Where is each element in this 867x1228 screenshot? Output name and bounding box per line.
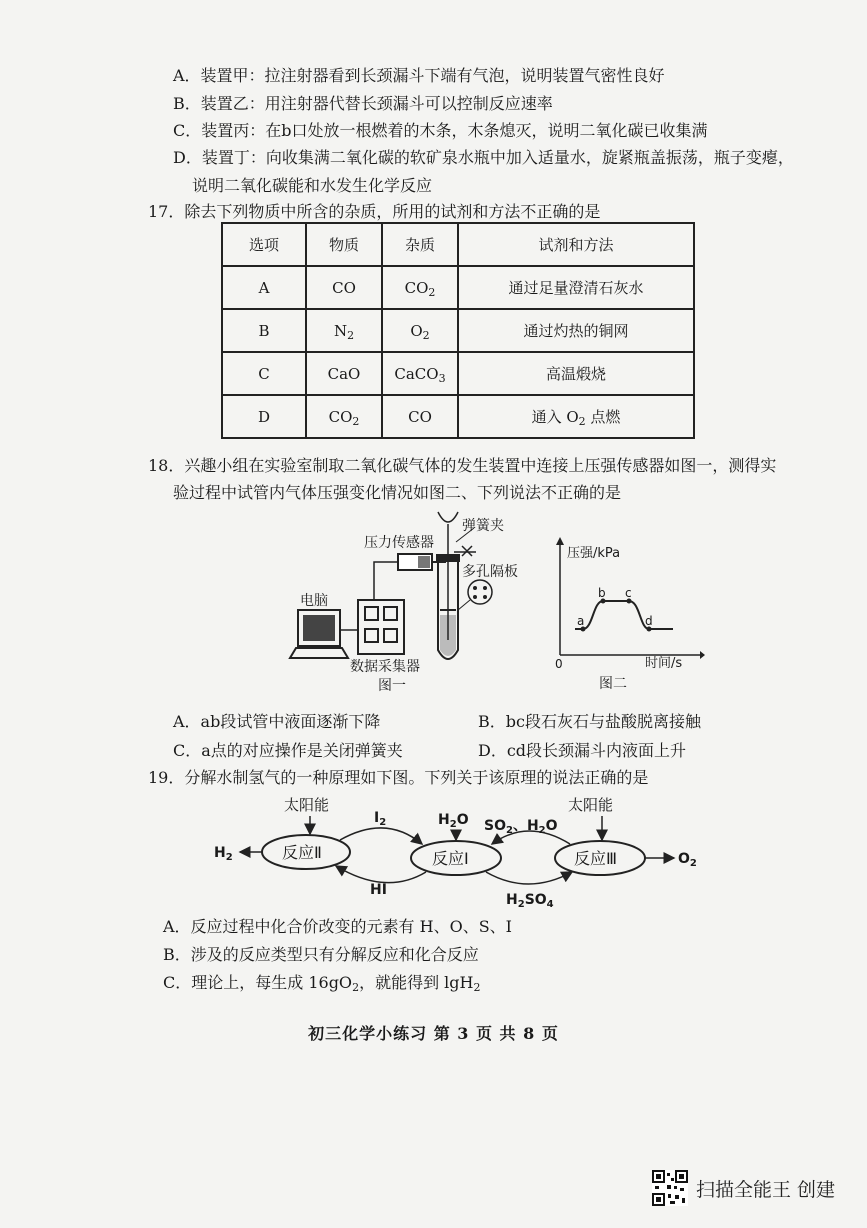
header-substance: 物质 bbox=[306, 223, 382, 266]
label-porous-plate: 多孔隔板 bbox=[462, 564, 518, 580]
cell-method: 通过灼热的铜网 bbox=[458, 309, 694, 352]
q19-stem: 19．分解水制氢气的一种原理如下图。下列关于该原理的说法正确的是 bbox=[148, 768, 649, 787]
origin-label: 0 bbox=[555, 657, 563, 671]
cell-substance: $CO_2$ bbox=[306, 395, 382, 438]
q18-stem-line1: 18．兴趣小组在实验室制取二氧化碳气体的发生装置中连接上压强传感器如图一，测得实 bbox=[148, 456, 777, 475]
cell-option: A bbox=[222, 266, 306, 309]
q19-option-b: B．涉及的反应类型只有分解反应和化合反应 bbox=[163, 945, 479, 964]
q18-figure1-apparatus bbox=[278, 510, 528, 695]
q18-option-b: B．bc段石灰石与盐酸脱离接触 bbox=[478, 712, 701, 731]
hi-label: HI bbox=[370, 882, 387, 898]
cell-option: C bbox=[222, 352, 306, 395]
cell-method: 通过足量澄清石灰水 bbox=[458, 266, 694, 309]
label-computer: 电脑 bbox=[300, 593, 328, 609]
figure2-caption: 图二 bbox=[599, 676, 627, 690]
point-a-label: a bbox=[577, 614, 585, 628]
table-row bbox=[222, 352, 694, 395]
cell-option: B bbox=[222, 309, 306, 352]
y-axis-label: 压强/kPa bbox=[567, 546, 621, 561]
cell-impurity: $CO_2$ bbox=[382, 266, 458, 309]
q16-option-d-line2: 说明二氧化碳能和水发生化学反应 bbox=[192, 176, 433, 195]
point-b-label: b bbox=[598, 586, 606, 600]
cell-method: 通入 $O_2$ 点燃 bbox=[458, 395, 694, 438]
cell-substance: $N_2$ bbox=[306, 309, 382, 352]
x-axis-label: 时间/s bbox=[645, 656, 683, 671]
q18-figure2-pressure-chart bbox=[545, 535, 705, 690]
solar-energy-right-label: 太阳能 bbox=[568, 796, 614, 814]
table-row bbox=[222, 309, 694, 352]
q19-option-c: C．理论上，每生成 $16gO_2$，就能得到 lgH$_2$ bbox=[163, 973, 481, 994]
table-row bbox=[222, 395, 694, 438]
q18-option-c: C．a点的对应操作是关闭弹簧夹 bbox=[173, 741, 403, 760]
reaction-1-label: 反应Ⅰ bbox=[432, 849, 469, 868]
header-option: 选项 bbox=[222, 223, 306, 266]
so2-h2o-label: $SO_2$、$H_2O$ bbox=[484, 818, 558, 836]
figure1-caption: 图一 bbox=[378, 678, 406, 694]
i2-label: $I_2$ bbox=[374, 810, 387, 828]
qr-code-icon bbox=[652, 1170, 688, 1206]
data-collector-icon bbox=[358, 600, 404, 654]
cell-substance: CO bbox=[306, 266, 382, 309]
reaction-2-label: 反应Ⅱ bbox=[282, 843, 322, 862]
h2so4-label: $H_2SO_4$ bbox=[506, 892, 554, 910]
point-d-label: d bbox=[645, 614, 653, 628]
q16-option-a: A．装置甲：拉注射器看到长颈漏斗下端有气泡，说明装置气密性良好 bbox=[173, 66, 665, 85]
cell-impurity: CO bbox=[382, 395, 458, 438]
page-footer: 初三化学小练习 第 3 页 共 8 页 bbox=[308, 1024, 559, 1043]
label-data-collector: 数据采集器 bbox=[350, 659, 420, 675]
porous-plate-icon bbox=[468, 580, 492, 604]
header-impurity: 杂质 bbox=[382, 223, 458, 266]
pressure-curve bbox=[575, 601, 673, 629]
h2o-input-label: $H_2O$ bbox=[438, 812, 469, 830]
header-method: 试剂和方法 bbox=[458, 223, 694, 266]
scanner-watermark bbox=[652, 1170, 835, 1206]
q16-option-b: B．装置乙：用注射器代替长颈漏斗可以控制反应速率 bbox=[173, 94, 553, 113]
pressure-sensor-icon bbox=[398, 554, 432, 570]
spring-clip-icon bbox=[462, 546, 472, 556]
q16-option-d-line1: D．装置丁：向收集满二氧化碳的软矿泉水瓶中加入适量水，旋紧瓶盖振荡，瓶子变瘪， bbox=[173, 148, 794, 167]
table-header-row bbox=[222, 223, 694, 266]
solar-energy-left-label: 太阳能 bbox=[284, 796, 330, 814]
cell-option: D bbox=[222, 395, 306, 438]
point-c-label: c bbox=[625, 586, 632, 600]
watermark-text: 扫描全能王 创建 bbox=[696, 1178, 836, 1201]
cell-method: 高温煅烧 bbox=[458, 352, 694, 395]
label-pressure-sensor: 压力传感器 bbox=[364, 535, 434, 551]
computer-icon bbox=[290, 610, 348, 658]
cell-substance: CaO bbox=[306, 352, 382, 395]
q18-option-d: D．cd段长颈漏斗内液面上升 bbox=[478, 741, 687, 760]
q17-stem: 17．除去下列物质中所含的杂质，所用的试剂和方法不正确的是 bbox=[148, 202, 601, 221]
label-spring-clip: 弹簧夹 bbox=[462, 518, 504, 534]
q18-option-a: A．ab段试管中液面逐渐下降 bbox=[173, 712, 381, 731]
q19-option-a: A．反应过程中化合价改变的元素有 H、O、S、I bbox=[163, 917, 512, 936]
q18-stem-line2: 验过程中试管内气体压强变化情况如图二、下列说法不正确的是 bbox=[173, 483, 622, 502]
cell-impurity: CaCO$_3$ bbox=[382, 352, 458, 395]
reaction-3-label: 反应Ⅲ bbox=[574, 849, 618, 868]
h2-output-label: $H_2$ bbox=[214, 845, 233, 863]
table-row bbox=[222, 266, 694, 309]
q16-option-c: C．装置丙：在b口处放一根燃着的木条，木条熄灭，说明二氧化碳已收集满 bbox=[173, 121, 708, 140]
q19-reaction-cycle-diagram bbox=[210, 792, 730, 912]
o2-output-label: $O_2$ bbox=[678, 851, 697, 869]
cell-impurity: $O_2$ bbox=[382, 309, 458, 352]
q17-table bbox=[221, 222, 695, 439]
